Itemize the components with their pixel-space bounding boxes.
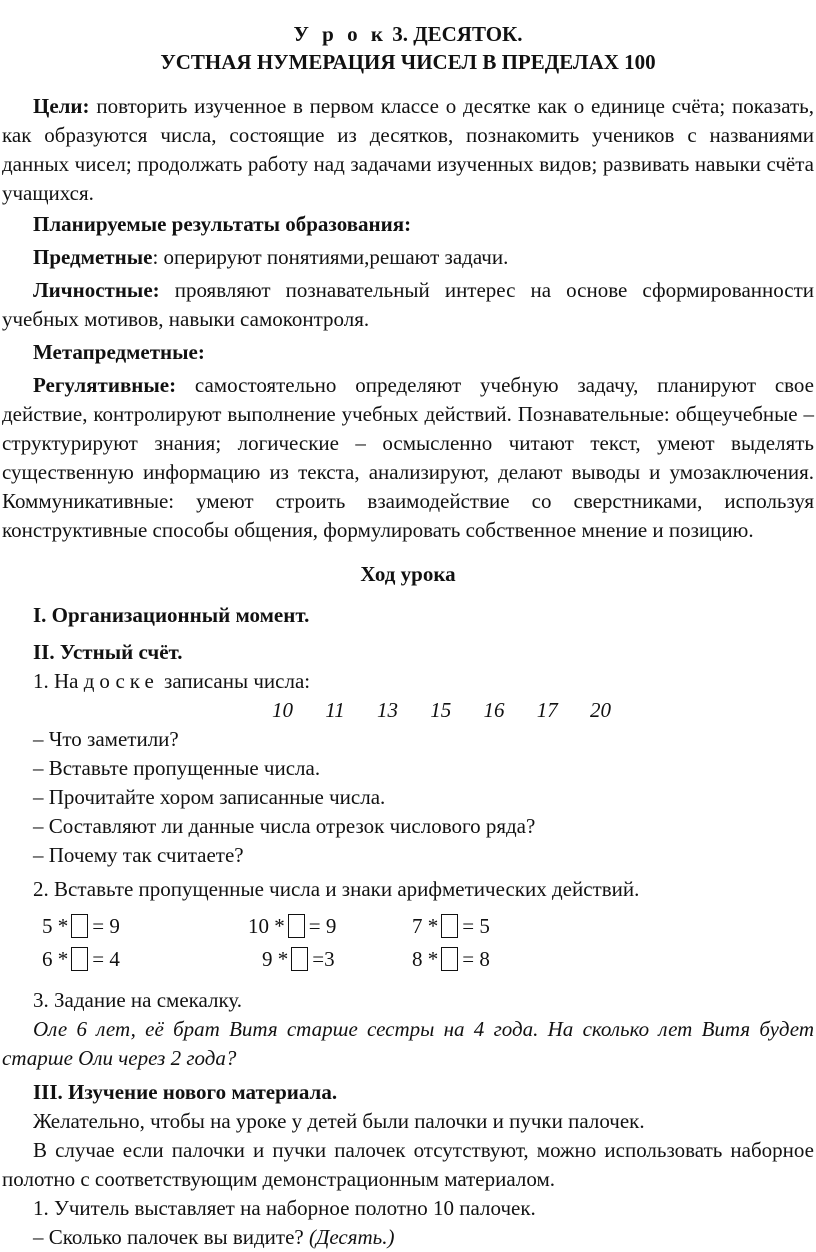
task1-board-word: доске (83, 669, 159, 693)
equation (262, 945, 335, 973)
regulative-results (2, 371, 814, 545)
lesson-title-line2: УСТНАЯ НУМЕРАЦИЯ ЧИСЕЛ В ПРЕДЕЛАХ 100 (160, 50, 656, 74)
lesson-word: У р о к (293, 22, 387, 46)
regulative-label: Регулятивные: (33, 373, 177, 397)
regulative-text: самостоятельно определяют учебную задачу, планируют свое действие, контролируют выполнение учебных действий. Познавательные: общеучебные – структурируют знания; логические – осмысленно читают текст, умеют выделять существенную информацию из текста, анализируют, делают выводы и умозаключения. Коммуникативные: умеют строить взаимодействие со сверстниками, используя конструктивные способы общения, формулировать собственное мнение и позицию. (2, 373, 814, 542)
equation-left: 10 * (248, 913, 285, 938)
blank-box (288, 914, 305, 938)
number-item: 17 (536, 698, 558, 722)
equation-right: = 8 (462, 946, 490, 971)
equation-right: = 4 (92, 946, 120, 971)
number-item: 10 (272, 698, 293, 722)
subject-results (2, 243, 814, 272)
equation-left: 9 * (262, 946, 289, 971)
equation-left: 5 * (42, 913, 69, 938)
goals-text: повторить изученное в первом классе о десятке как о единице счёта; показать, как образуются числа, состоящие из десятков, познакомить учеников с названиями данных чисел; продолжать работу над задачами изученных видов; развивать навыки счёта учащихся. (2, 94, 814, 205)
task3-line: 3. Задание на смекалку. (33, 988, 243, 1012)
riddle-text: Оле 6 лет, её брат Витя старше сестры на 4 года. На сколько лет Витя будет старше Оли через 2 года? (2, 1017, 814, 1070)
planned-heading: Планируемые результаты образования: (33, 212, 412, 236)
equation (42, 945, 120, 973)
equation (412, 912, 490, 940)
subject-label: Предметные (33, 245, 153, 269)
blank-box (291, 947, 308, 971)
number-item: 11 (325, 698, 345, 722)
lesson-title-line1 (2, 20, 814, 48)
section-new-material: III. Изучение нового материала. (33, 1080, 338, 1104)
equation-left: 8 * (412, 946, 439, 971)
question-line: – Составляют ли данные числа отрезок числового ряда? (33, 814, 536, 838)
blank-box (441, 947, 458, 971)
new-material-line: Желательно, чтобы на уроке у детей были палочки и пучки палочек. (33, 1109, 645, 1133)
section-organizational: I. Организационный момент. (33, 603, 310, 627)
personal-label: Личностные: (33, 278, 160, 302)
question-text: – Сколько палочек вы видите? (33, 1225, 309, 1249)
task2-line: 2. Вставьте пропущенные числа и знаки арифметических действий. (33, 877, 640, 901)
subject-text: : оперируют понятиями,решают задачи. (152, 245, 509, 269)
lesson-title-rest: 3. ДЕСЯТОК. (386, 22, 523, 46)
meta-heading: Метапредметные: (33, 340, 205, 364)
equation-right: = 9 (308, 913, 337, 938)
lesson-progress-heading: Ход урока (360, 562, 456, 586)
number-item: 20 (589, 698, 611, 722)
task1-suffix: записаны числа: (158, 669, 311, 693)
equation-right: = 9 (92, 913, 120, 938)
equation-left: 6 * (42, 946, 69, 971)
answer-text: (Десять.) (309, 1225, 395, 1249)
personal-text: проявляют познавательный интерес на основе сформированности учебных мотивов, навыки самоконтроля. (2, 278, 814, 331)
blank-box (441, 914, 458, 938)
equation (248, 912, 336, 940)
equations-grid (2, 910, 814, 976)
personal-results (2, 276, 814, 334)
number-item: 16 (483, 698, 505, 722)
equation-right: =3 (312, 946, 335, 971)
goals-label: Цели: (33, 94, 90, 118)
new-material-question (2, 1223, 814, 1252)
number-item: 15 (430, 698, 452, 722)
number-sequence (2, 696, 814, 725)
equation-left: 7 * (412, 913, 439, 938)
question-line: – Что заметили? (33, 727, 179, 751)
question-line: – Вставьте пропущенные числа. (33, 756, 321, 780)
task1-line (2, 667, 814, 696)
equation-right: = 5 (462, 913, 490, 938)
new-material-line: 1. Учитель выставляет на наборное полотно 10 палочек. (33, 1196, 536, 1220)
number-item: 13 (376, 698, 398, 722)
equation (42, 912, 120, 940)
goals-paragraph (2, 92, 814, 208)
blank-box (71, 914, 88, 938)
blank-box (71, 947, 88, 971)
task1-prefix: 1. На (33, 669, 84, 693)
question-line: – Почему так считаете? (33, 843, 244, 867)
new-material-line: В случае если палочки и пучки палочек отсутствуют, можно использовать наборное полотно с соответствующим демонстрационным материалом. (2, 1138, 814, 1191)
question-line: – Прочитайте хором записанные числа. (33, 785, 386, 809)
section-oral-count: II. Устный счёт. (33, 640, 183, 664)
equation (412, 945, 490, 973)
